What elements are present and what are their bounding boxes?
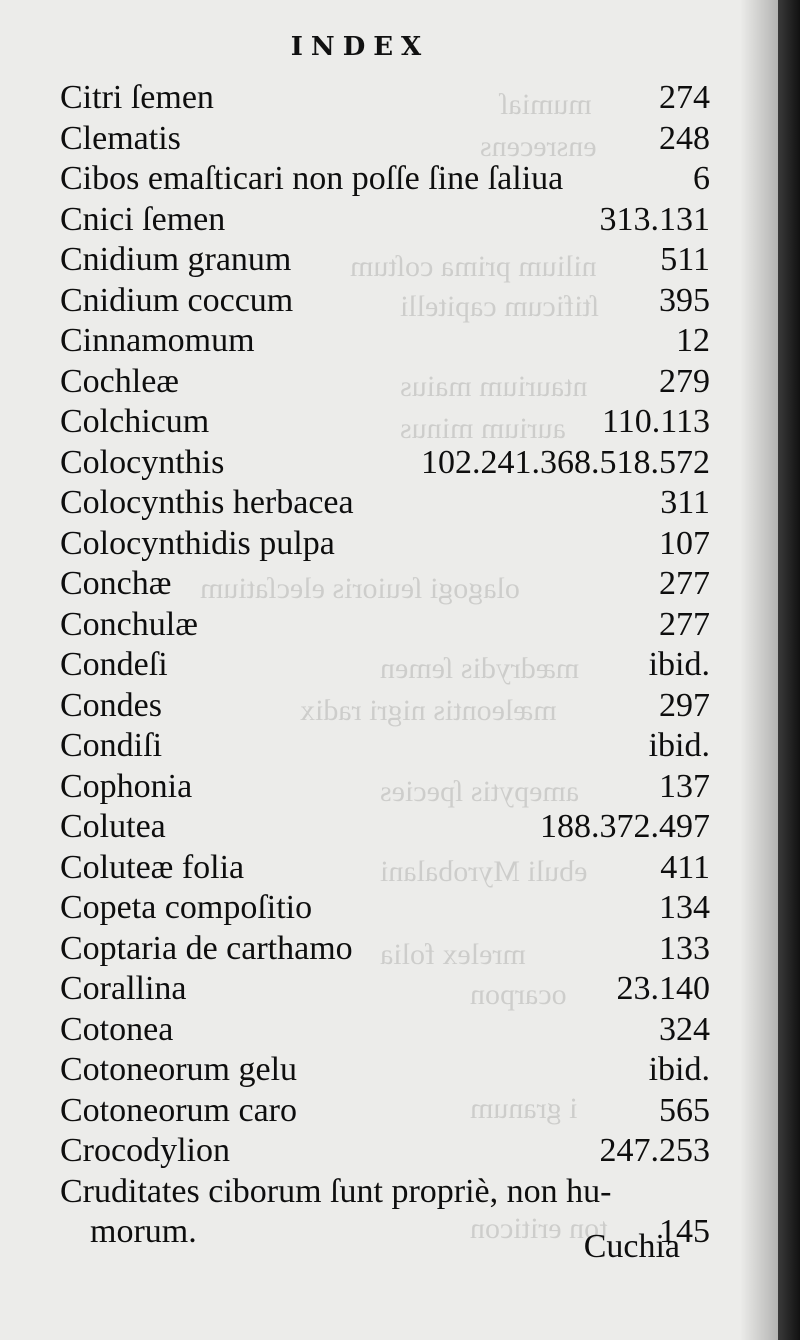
entry-term: Cotonea: [60, 1010, 174, 1048]
entry-term: Cibos emaſticari non poſſe ſine ſaliua: [60, 160, 564, 197]
entry-page-ref: 247.253: [599, 1132, 710, 1169]
entry-page-ref: 248: [659, 119, 710, 157]
index-entry: [60, 888, 710, 929]
entry-page-ref: 277: [659, 605, 710, 643]
entry-page-ref: 110.113: [602, 403, 710, 440]
index-entry: [60, 969, 710, 1010]
entry-term: morum.: [90, 1213, 197, 1250]
index-entry: [60, 1172, 710, 1213]
entry-term: Cochleæ: [60, 362, 179, 400]
entry-term: Corallina: [60, 970, 187, 1007]
entry-term: Clematis: [60, 119, 181, 157]
index-entry: [60, 807, 710, 848]
entry-term: Cnidium coccum: [60, 281, 294, 319]
entry-page-ref: 395: [659, 281, 710, 319]
entry-term: Condes: [60, 686, 162, 724]
entry-page-ref: 12: [676, 322, 710, 359]
index-entry: [60, 1131, 710, 1172]
entry-term: Conchæ: [60, 565, 172, 602]
index-entries: [60, 78, 710, 1253]
entry-term: Colutea: [60, 808, 166, 845]
index-entry: [60, 483, 710, 524]
entry-term: Cnici ſemen: [60, 200, 226, 238]
show-through-text: ton eriticon: [470, 1212, 608, 1245]
show-through-text: ebuli Myrobalani: [380, 855, 588, 888]
entry-page-ref: 23.140: [616, 970, 710, 1007]
entry-term: Conchulæ: [60, 605, 198, 643]
entry-page-ref: 274: [659, 79, 710, 116]
index-entry: [60, 605, 710, 646]
index-entry: [60, 1050, 710, 1091]
entry-term: Cotoneorum gelu: [60, 1051, 298, 1088]
index-entry: [60, 645, 710, 686]
show-through-text: nilium prima coſtum: [350, 250, 597, 283]
index-entry: [60, 78, 710, 119]
entry-term: Condiſi: [60, 727, 163, 764]
page-header: INDEX: [290, 32, 430, 62]
entry-term: Colocynthis herbacea: [60, 484, 354, 521]
entry-page-ref: 107: [659, 524, 710, 562]
index-entry: [60, 119, 710, 160]
show-through-text: mrelex folia: [380, 938, 526, 971]
entry-page-ref: 511: [660, 241, 710, 278]
index-entry: [60, 159, 710, 200]
index-entry: [60, 767, 710, 808]
entry-term: Colocynthis: [60, 443, 225, 481]
entry-term: Cruditates ciborum ſunt propriè, non hu-: [60, 1172, 612, 1210]
index-entry: [60, 362, 710, 403]
entry-page-ref: 188.372.497: [540, 808, 710, 845]
show-through-text: mædrydis ſemen: [380, 652, 580, 685]
show-through-text: aurium minus: [400, 412, 566, 445]
entry-page-ref: 565: [659, 1091, 710, 1129]
index-entry: [60, 726, 710, 767]
entry-term: Cnidium granum: [60, 241, 292, 278]
entry-page-ref: 145: [659, 1213, 710, 1250]
entry-page-ref: 324: [659, 1010, 710, 1048]
index-entry: [60, 240, 710, 281]
index-entry: [60, 929, 710, 970]
index-entry: [60, 443, 710, 484]
entry-term: Citri ſemen: [60, 79, 214, 116]
entry-term: Crocodylion: [60, 1132, 230, 1169]
entry-page-ref: 6: [693, 160, 710, 197]
show-through-text: ocarpon: [470, 978, 567, 1011]
entry-page-ref: ibid.: [648, 1051, 710, 1088]
index-entry: [60, 1010, 710, 1051]
index-entry: [60, 848, 710, 889]
entry-page-ref: 133: [659, 929, 710, 967]
index-entry: [60, 200, 710, 241]
entry-page-ref: 277: [659, 565, 710, 602]
show-through-text: mumiaſ: [500, 88, 592, 121]
index-entry: [60, 564, 710, 605]
index-entry: [60, 321, 710, 362]
entry-term: Coptaria de carthamo: [60, 929, 353, 967]
entry-page-ref: 411: [660, 848, 710, 886]
entry-page-ref: 297: [659, 686, 710, 724]
index-entry: [60, 1091, 710, 1132]
entry-page-ref: 137: [659, 767, 710, 805]
show-through-text: ſtificum capitelli: [400, 290, 600, 323]
entry-page-ref: 102.241.368.518.572: [421, 443, 710, 481]
catchword: Cuchia: [583, 1228, 680, 1265]
index-entry: [60, 686, 710, 727]
entry-term: Cotoneorum caro: [60, 1091, 297, 1129]
show-through-text: olagogi ſeuioris elecſatium: [200, 572, 520, 605]
entry-term: Colocynthidis pulpa: [60, 524, 335, 562]
entry-term: Coluteæ folia: [60, 848, 245, 886]
entry-term: Condeſi: [60, 646, 168, 683]
show-through-text: i granum: [470, 1092, 578, 1125]
entry-term: Copeta compoſitio: [60, 889, 313, 926]
show-through-text: mæleontis nigri radix: [300, 694, 557, 727]
entry-page-ref: ibid.: [648, 646, 710, 683]
entry-term: Colchicum: [60, 403, 210, 440]
show-through-text: ensrecens: [480, 130, 597, 163]
entry-page-ref: 311: [660, 484, 710, 521]
entry-page-ref: 134: [659, 889, 710, 926]
entry-page-ref: ibid.: [648, 727, 710, 764]
entry-page-ref: 279: [659, 362, 710, 400]
show-through-text: amepytis ſpecies: [380, 775, 580, 808]
index-entry: [60, 281, 710, 322]
entry-page-ref: 313.131: [599, 200, 710, 238]
entry-term: Cophonia: [60, 767, 193, 805]
index-entry: [60, 402, 710, 443]
entry-term: Cinnamomum: [60, 322, 255, 359]
show-through-text: ntaurium maius: [400, 370, 588, 403]
page-edge: [778, 0, 800, 1340]
index-entry: [60, 524, 710, 565]
